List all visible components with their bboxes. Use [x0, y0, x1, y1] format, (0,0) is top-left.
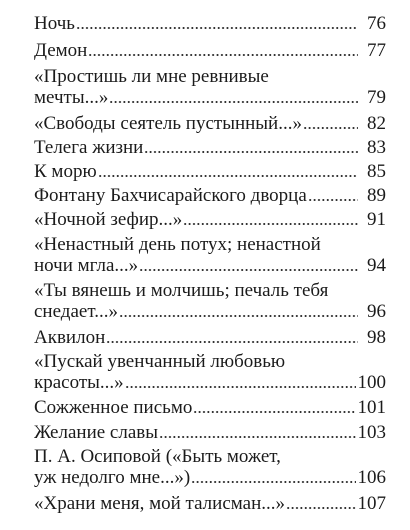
toc-entry [34, 327, 386, 348]
toc-entry-title-line1: «Ты вянешь и молчишь; печаль тебя [34, 280, 329, 301]
toc-entry-page: 98 [367, 327, 386, 348]
leader-dots [191, 480, 355, 484]
toc-entry-page: 82 [367, 113, 386, 134]
toc-entry-page: 103 [357, 422, 386, 443]
toc-entry-page: 76 [367, 13, 386, 34]
toc-entry [34, 113, 386, 134]
leader-dots [106, 340, 358, 344]
toc-entry [34, 66, 386, 108]
leader-dots [98, 174, 358, 178]
leader-dots [109, 100, 358, 104]
toc-entry [34, 161, 386, 182]
toc-entry-title: Желание славы [34, 422, 159, 443]
toc-entry-page: 101 [357, 397, 386, 418]
leader-dots [119, 314, 358, 318]
toc-entry-title: Демон [34, 40, 88, 61]
toc-entry-title: мечты...» [34, 87, 109, 108]
toc-entry-title-line1: «Ненастный день потух; ненастной [34, 234, 321, 255]
toc-entry [34, 137, 386, 158]
toc-entry [34, 234, 386, 276]
toc-entry [34, 351, 386, 393]
toc-entry [34, 40, 386, 61]
toc-entry-page: 94 [367, 255, 386, 276]
leader-dots [88, 53, 358, 57]
toc-entry-title: Сожженное письмо [34, 397, 193, 418]
toc-entry-title: К морю [34, 161, 97, 182]
toc-entry-title: снедает...» [34, 301, 118, 322]
toc-entry-title-line1: «Простишь ли мне ревнивые [34, 66, 269, 87]
toc-entry-title: Фонтану Бахчисарайского дворца [34, 185, 307, 206]
toc-entry [34, 280, 386, 322]
toc-entry-title: «Ночной зефир...» [34, 209, 183, 230]
toc-entry-page: 100 [357, 372, 386, 393]
toc-entry-page: 83 [367, 137, 386, 158]
toc-entry-title: «Храни меня, мой талисман...» [34, 493, 286, 514]
leader-dots [286, 506, 355, 510]
leader-dots [144, 150, 358, 154]
toc-entry [34, 13, 386, 34]
leader-dots [183, 222, 358, 226]
toc-entry-page: 89 [367, 185, 386, 206]
toc-entry [34, 446, 386, 488]
toc-entry-title: Аквилон [34, 327, 106, 348]
toc-entry-title: ночи мгла...» [34, 255, 139, 276]
toc-entry-title-line1: П. А. Осиповой («Быть может, [34, 446, 281, 467]
leader-dots [159, 435, 355, 439]
toc-entry [34, 422, 386, 443]
leader-dots [193, 410, 355, 414]
toc-entry-title: уж недолго мне...») [34, 467, 191, 488]
toc-entry-title: красоты...» [34, 372, 124, 393]
toc-entry-page: 85 [367, 161, 386, 182]
toc-entry-title: Ночь [34, 13, 75, 34]
toc-entry-page: 106 [357, 467, 386, 488]
leader-dots [125, 385, 356, 389]
toc-entry-page: 79 [367, 87, 386, 108]
toc-entry-page: 96 [367, 301, 386, 322]
toc-entry [34, 397, 386, 418]
toc-entry-title: «Свободы сеятель пустынный...» [34, 113, 302, 134]
toc-entry-title: Телега жизни [34, 137, 144, 158]
toc-entry [34, 209, 386, 230]
leader-dots [139, 268, 358, 272]
toc-entry-page: 91 [367, 209, 386, 230]
toc-entry [34, 185, 386, 206]
leader-dots [303, 126, 358, 130]
toc-entry-page: 77 [367, 40, 386, 61]
leader-dots [308, 198, 358, 202]
toc-entry [34, 493, 386, 514]
toc-entry-title-line1: «Пускай увенчанный любовью [34, 351, 286, 372]
leader-dots [76, 26, 358, 30]
toc-entry-page: 107 [357, 493, 386, 514]
